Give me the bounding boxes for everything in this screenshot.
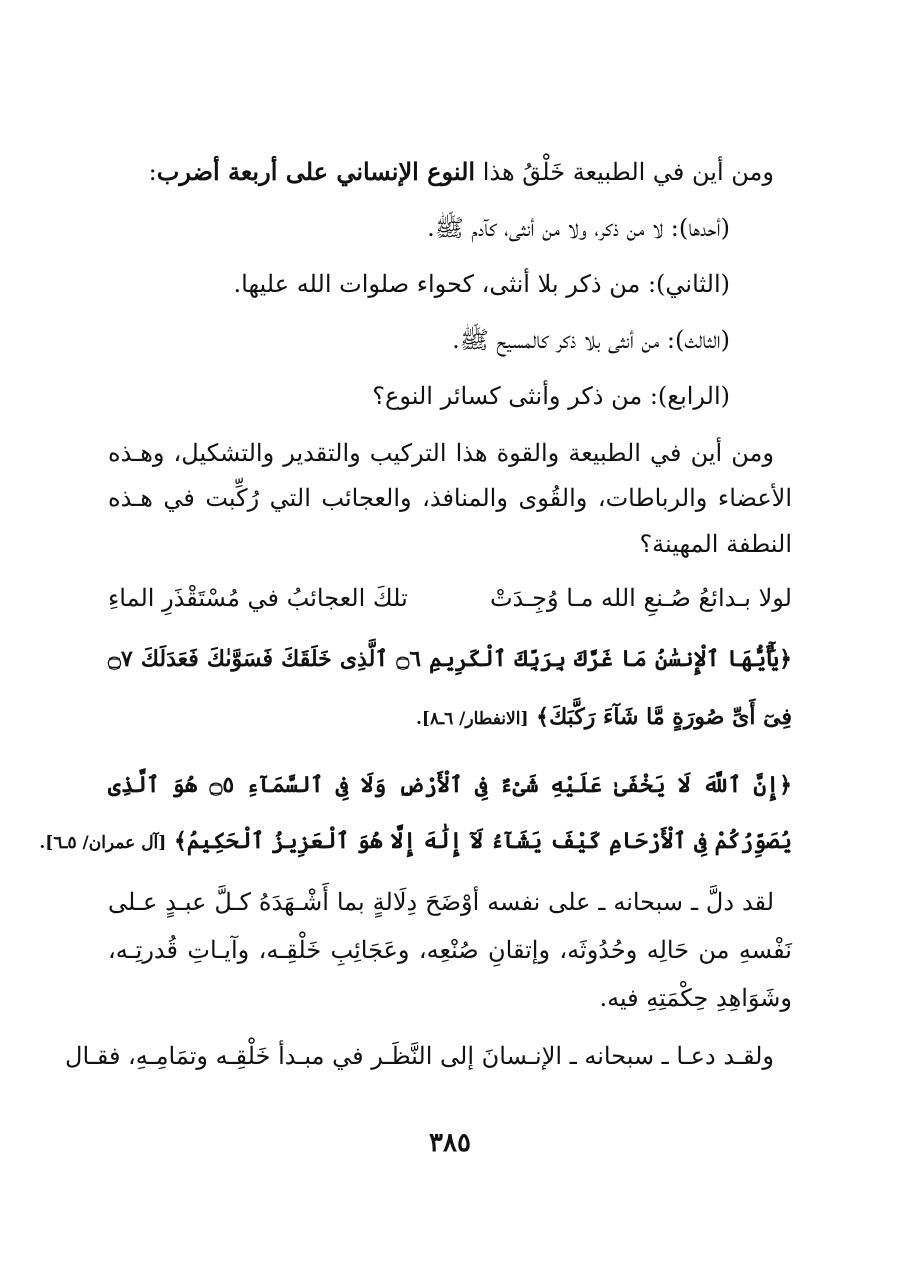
paragraph-line: وشَوَاهِدِ حِكْمَتِهِ فيه. <box>599 984 792 1012</box>
poetry-verse <box>108 584 792 613</box>
quran-quote-line: ﴿إِنَّ ٱللَّهَ لَا يَخْفَىٰ عَلَيْهِ شَىْءٌ فِى ٱلْأَرْضِ وَلَا فِى ٱلسَّمَآءِ ۝٥ هُوَ ٱلَّذِى <box>108 772 792 798</box>
paragraph-line: الأعضاء والرباطات، والقُوى والمنافذ، والعجائب التي رُكِّبت في هـذه <box>108 484 792 512</box>
page-number: ٣٨٥ <box>429 1128 471 1158</box>
verse-first-hemistich: لولا بـدائعُ صُـنعِ الله مـا وُجِـدَتْ <box>489 584 792 612</box>
paragraph-line: ولقـد دعـا ـ سبحانه ـ الإنـسانَ إلى النَّظَـر في مبـدأ خَلْقِـه وتمَامِـهِ، فقـال <box>65 1042 774 1070</box>
text-span: ومن أين في الطبيعة خَلْقُ هذا <box>475 158 774 186</box>
list-item: (الثاني): من ذكر بلا أنثى، كحواء صلوات الله عليها. <box>233 270 730 298</box>
quran-citation: [الانفطار/ ٦ـ٨]. <box>416 709 529 729</box>
bold-phrase: النوع الإنساني على أربعة أضرب <box>156 157 476 186</box>
quran-quote-line: ﴿يَٰٓأَيُّهَا ٱلْإِنسَٰنُ مَا غَرَّكَ بِرَبِّكَ ٱلْكَرِيمِ ۝٦ ٱلَّذِى خَلَقَكَ فَسَوَّىٰكَ فَعَدَلَكَ ۝٧ <box>108 646 792 672</box>
verse-second-hemistich: تلكَ العجائبُ في مُسْتَقْذَرِ الماءِ <box>108 584 408 612</box>
paragraph-line <box>108 158 774 187</box>
list-item: (الثالث): من أنثى بلا ذكر كالمسيح ﷺ. <box>452 326 730 354</box>
list-item: (أحدها): لا من ذكر، ولا من أنثى، كآدم ﷺ. <box>427 214 730 242</box>
text-span: : <box>148 158 157 186</box>
quran-citation: [آل عمران/ ٥ـ٦]. <box>39 833 167 853</box>
paragraph-line: لقد دلَّ ـ سبحانه ـ على نفسه أوْضَحَ دِلَالةٍ بما أَشْـهَدَهُ كـلَّ عبـدٍ عـلى <box>108 888 774 916</box>
paragraph-line: النطفة المهينة؟ <box>639 530 792 558</box>
quran-text: فِىٓ أَىِّ صُورَةٍ مَّا شَآءَ رَكَّبَكَ﴾ <box>536 704 792 730</box>
paragraph-line: ومن أين في الطبيعة والقوة هذا التركيب والتقدير والتشكيل، وهـذه <box>108 439 774 467</box>
quran-quote-line <box>108 704 792 730</box>
quran-quote-line <box>39 828 792 854</box>
quran-text: يُصَوِّرُكُمْ فِى ٱلْأَرْحَامِ كَيْفَ يَشَآءُ لَآ إِلَٰهَ إِلَّا هُوَ ٱلْعَزِيزُ ٱلْحَكِيمُ﴾ <box>174 828 792 854</box>
paragraph-line: نَفْسهِ من حَالِه وحُدُوثَه، وإتقانِ صُنْعِه، وعَجَائِبِ خَلْقِـه، وآيـاتِ قُدرتِـه، <box>108 936 792 964</box>
list-item: (الرابع): من ذكر وأنثى كسائر النوع؟ <box>372 382 730 410</box>
